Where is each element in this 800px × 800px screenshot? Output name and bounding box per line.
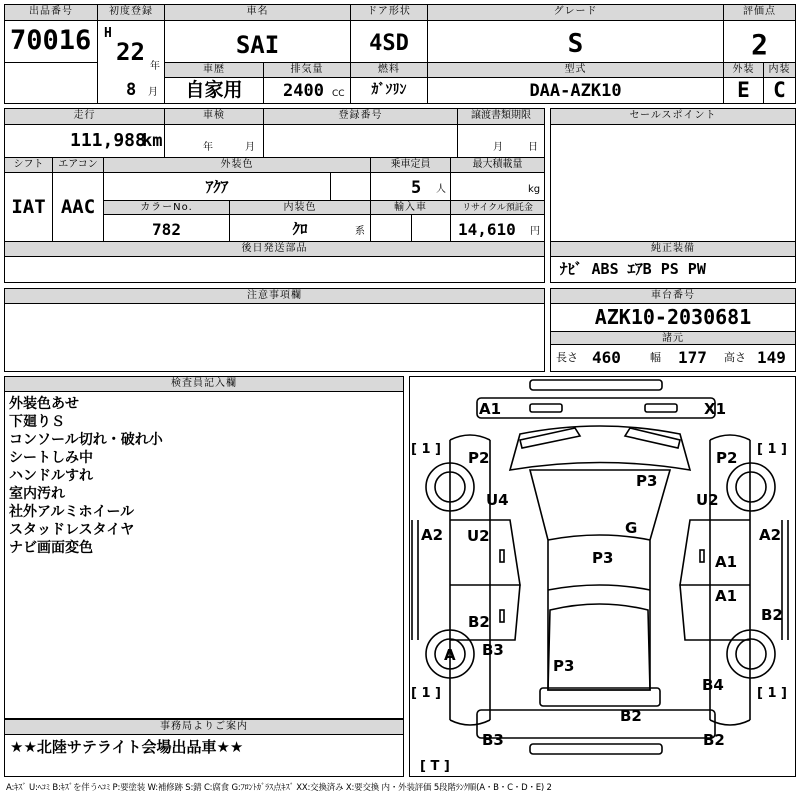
- mark-u2-left: U2: [467, 527, 490, 545]
- equipment: ﾅﾋﾞ ABS ｴｱB PS PW: [560, 260, 706, 278]
- length-label: 長さ: [556, 351, 578, 364]
- note-line: ナビ画面変色: [9, 540, 93, 556]
- fuel-label: 燃料: [351, 63, 427, 78]
- mark-p2-left: P2: [468, 449, 490, 467]
- mark-b3-rear-left: B3: [482, 731, 504, 749]
- door-type: 4SD: [369, 31, 409, 56]
- mark-b4-right: B4: [702, 676, 724, 694]
- caution-label: 注意事項欄: [5, 289, 544, 304]
- transfer-label: 譲渡書類期限: [458, 109, 544, 125]
- mark-x1-front-right: X1: [704, 400, 727, 418]
- inspector-notes: [9, 395, 163, 557]
- specs-label: 諸元: [551, 331, 795, 345]
- int-grade-label: 内装: [764, 63, 795, 78]
- color-no: 782: [152, 220, 181, 239]
- mileage: 111,988: [70, 130, 146, 151]
- person-unit: 人: [436, 184, 446, 195]
- tire-count-rear-right: [ 1 ]: [757, 686, 787, 701]
- displacement-label: 排気量: [264, 63, 350, 78]
- length: 460: [592, 348, 621, 367]
- height-label: 高さ: [724, 351, 746, 364]
- chassis-no: AZK10-2030681: [594, 305, 752, 329]
- capacity: 5: [411, 178, 422, 198]
- note-line: スタッドレスタイヤ: [9, 522, 135, 538]
- mark-u4-left: U4: [486, 491, 509, 509]
- mark-a2-left: A2: [421, 526, 444, 544]
- sales-points-label: セールスポイント: [551, 109, 795, 125]
- note-line: コンソール切れ・破れ小: [9, 432, 163, 448]
- mark-a1-right-door: A1: [715, 553, 738, 571]
- month-unit: 月: [148, 87, 158, 98]
- displacement: 2400: [283, 81, 324, 101]
- regno-label: 登録番号: [264, 109, 457, 125]
- mark-a-tire: A: [444, 646, 456, 664]
- cc-unit: CC: [332, 89, 345, 99]
- era: H: [104, 26, 112, 41]
- mark-b2-rear-right: B2: [703, 731, 725, 749]
- width-label: 幅: [650, 351, 661, 364]
- mileage-label: 走行: [5, 109, 164, 125]
- fuel: ｶﾞｿﾘﾝ: [371, 82, 407, 98]
- series-unit: 系: [355, 226, 365, 237]
- mark-p3-roof: P3: [636, 472, 658, 490]
- tire-count-front-right: [ 1 ]: [757, 442, 787, 457]
- note-line: シートしみ中: [9, 450, 93, 466]
- car-name: SAI: [235, 31, 280, 59]
- car-name-label: 車名: [165, 5, 350, 21]
- height: 149: [757, 348, 786, 367]
- mark-b3-left: B3: [482, 641, 504, 659]
- inspection-year-unit: 年: [203, 142, 213, 153]
- model-label: 型式: [428, 63, 723, 78]
- first-reg-label: 初度登録: [98, 5, 164, 21]
- score-label: 評価点: [724, 5, 795, 21]
- int-color-label: 内装色: [230, 201, 370, 215]
- note-line: 社外アルミホイール: [9, 504, 135, 520]
- mark-g-windshield: G: [625, 519, 638, 537]
- later-parts-label: 後日発送部品: [5, 242, 544, 257]
- mark-b2-right: B2: [761, 606, 783, 624]
- note-line: 室内汚れ: [9, 486, 65, 502]
- grade: S: [567, 29, 584, 59]
- mark-p3-center: P3: [592, 549, 614, 567]
- history: 自家用: [185, 79, 243, 101]
- note-line: 外装色あせ: [9, 396, 79, 412]
- recycle-fee: 14,610: [458, 220, 516, 239]
- ext-grade: E: [737, 78, 750, 102]
- tire-count-front-left: [ 1 ]: [411, 442, 441, 457]
- recycle-label: リサイクル預託金: [451, 201, 544, 215]
- mark-a1-right-rear: A1: [715, 587, 738, 605]
- ac: AAC: [60, 196, 96, 218]
- tire-count-rear-left: [ 1 ]: [411, 686, 441, 701]
- width: 177: [678, 348, 707, 367]
- yen-unit: 円: [530, 226, 540, 237]
- score: 2: [751, 28, 768, 61]
- mark-a1-front-left: A1: [479, 400, 502, 418]
- capacity-label: 乗車定員: [371, 158, 450, 173]
- grade-label: グレード: [428, 5, 723, 21]
- mark-u2-right-front: U2: [696, 491, 719, 509]
- max-load-label: 最大積載量: [451, 158, 544, 173]
- chassis-label: 車台番号: [551, 289, 795, 304]
- int-grade: C: [773, 78, 786, 102]
- reg-month: 8: [126, 80, 137, 100]
- model: DAA-AZK10: [529, 81, 622, 101]
- mark-b2-rear: B2: [620, 707, 642, 725]
- int-color: ｸﾛ: [292, 220, 308, 238]
- lot-no: 70016: [10, 25, 92, 56]
- shift: IAT: [11, 196, 46, 218]
- km-unit: km: [142, 131, 163, 151]
- transfer-month-unit: 月: [493, 142, 503, 153]
- note-line: ハンドルすれ: [9, 468, 93, 484]
- transfer-day-unit: 日: [528, 142, 538, 153]
- mark-p2-right: P2: [716, 449, 738, 467]
- ext-color: ｱｸｱ: [205, 178, 229, 196]
- mark-p3-trunk: P3: [553, 657, 575, 675]
- office-label: 事務局よりご案内: [5, 720, 403, 735]
- car-diagram-svg: [409, 376, 796, 777]
- spare-tire: [ T ]: [420, 759, 450, 774]
- mark-b2-left: B2: [468, 613, 490, 631]
- history-label: 車歴: [165, 63, 263, 78]
- color-no-label: カラーNo.: [104, 201, 229, 215]
- kg-unit: kg: [528, 184, 541, 195]
- office-note: ★★北陸サテライト会場出品車★★: [10, 738, 244, 756]
- inspection-month-unit: 月: [245, 142, 255, 153]
- reg-year: 22: [116, 38, 145, 66]
- shift-label: シフト: [5, 158, 52, 173]
- mark-a2-right: A2: [759, 526, 782, 544]
- inspection-label: 車検: [165, 109, 263, 125]
- ext-grade-label: 外装: [724, 63, 763, 78]
- inspector-label: 検査員記入欄: [5, 377, 403, 392]
- lot-no-label: 出品番号: [5, 5, 97, 21]
- ac-label: エアコン: [53, 158, 103, 173]
- year-unit: 年: [150, 61, 160, 72]
- door-label: ドア形状: [351, 5, 427, 21]
- import-label: 輸入車: [371, 201, 450, 215]
- ext-color-label: 外装色: [104, 158, 370, 173]
- legend: A:ｷｽﾞ U:ﾍｺﾐ B:ｷｽﾞを伴うﾍｺﾐ P:要塗装 W:補修跡 S:錆 C:腐食 G:ﾌﾛﾝﾄｶﾞﾗｽ点ｷｽﾞ XX:交換済み X:要交換 内・外装評価 5段階ﾗﾝｸ順(A・B・C・D・E) 2: [6, 783, 552, 793]
- equipment-label: 純正装備: [551, 242, 795, 257]
- note-line: 下廻りＳ: [9, 414, 65, 430]
